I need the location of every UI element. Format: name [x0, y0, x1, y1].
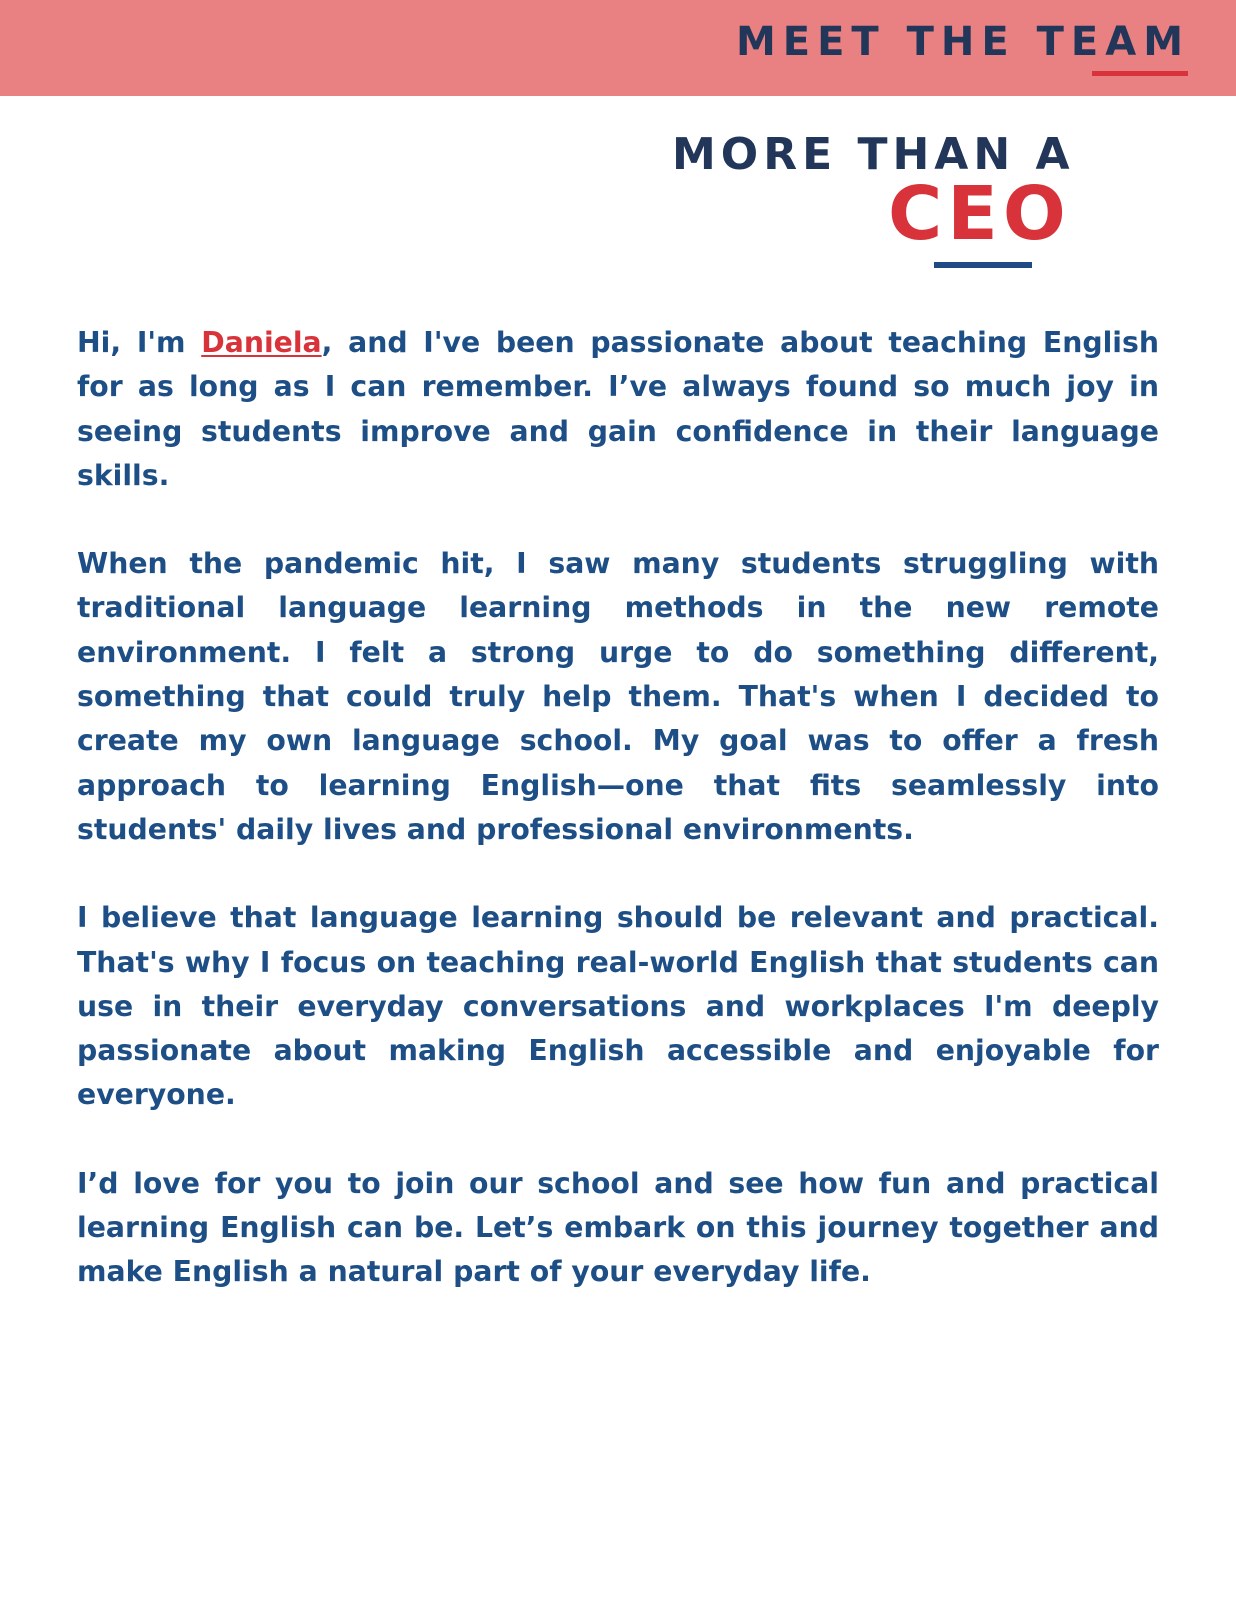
heading-line1: MORE THAN A	[672, 129, 1075, 180]
bio-paragraph-3: I believe that language learning should be relevant and practical. That's why I focus on teaching real-world English that students can use in their everyday conversations and workplaces I'm deeply passionate about making English accessible and enjoyable for everyone.	[77, 901, 1159, 1112]
banner-title-underline	[1092, 71, 1188, 76]
bio-body	[77, 321, 1159, 1339]
bio-paragraph-1-rest: , and I've been passionate about teaching English for as long as I can remember. I’ve always found so much joy in seeing students improve and gain confidence in their language skills.	[77, 326, 1159, 492]
banner-title: MEET THE TEAM	[735, 19, 1190, 65]
heading-underline	[934, 262, 1032, 268]
heading-line2: CEO	[888, 171, 1071, 257]
bio-paragraph-2: When the pandemic hit, I saw many students struggling with traditional language learning methods in the new remote environment. I felt a strong urge to do something different, something that could truly help them. That's when I decided to create my own language school. My goal was to offer a fresh approach to learning English—one that fits seamlessly into students' daily lives and professional environments.	[77, 547, 1159, 846]
top-banner	[0, 0, 1236, 96]
name-link[interactable]: Daniela	[201, 326, 322, 359]
bio-paragraph-1	[77, 321, 1159, 498]
bio-paragraph-4: I’d love for you to join our school and see how fun and practical learning English can be. Let’s embark on this journey together and make English a natural part of your everyday life.	[77, 1166, 1159, 1289]
bio-paragraph-1-intro: Hi, I'm	[77, 326, 202, 359]
